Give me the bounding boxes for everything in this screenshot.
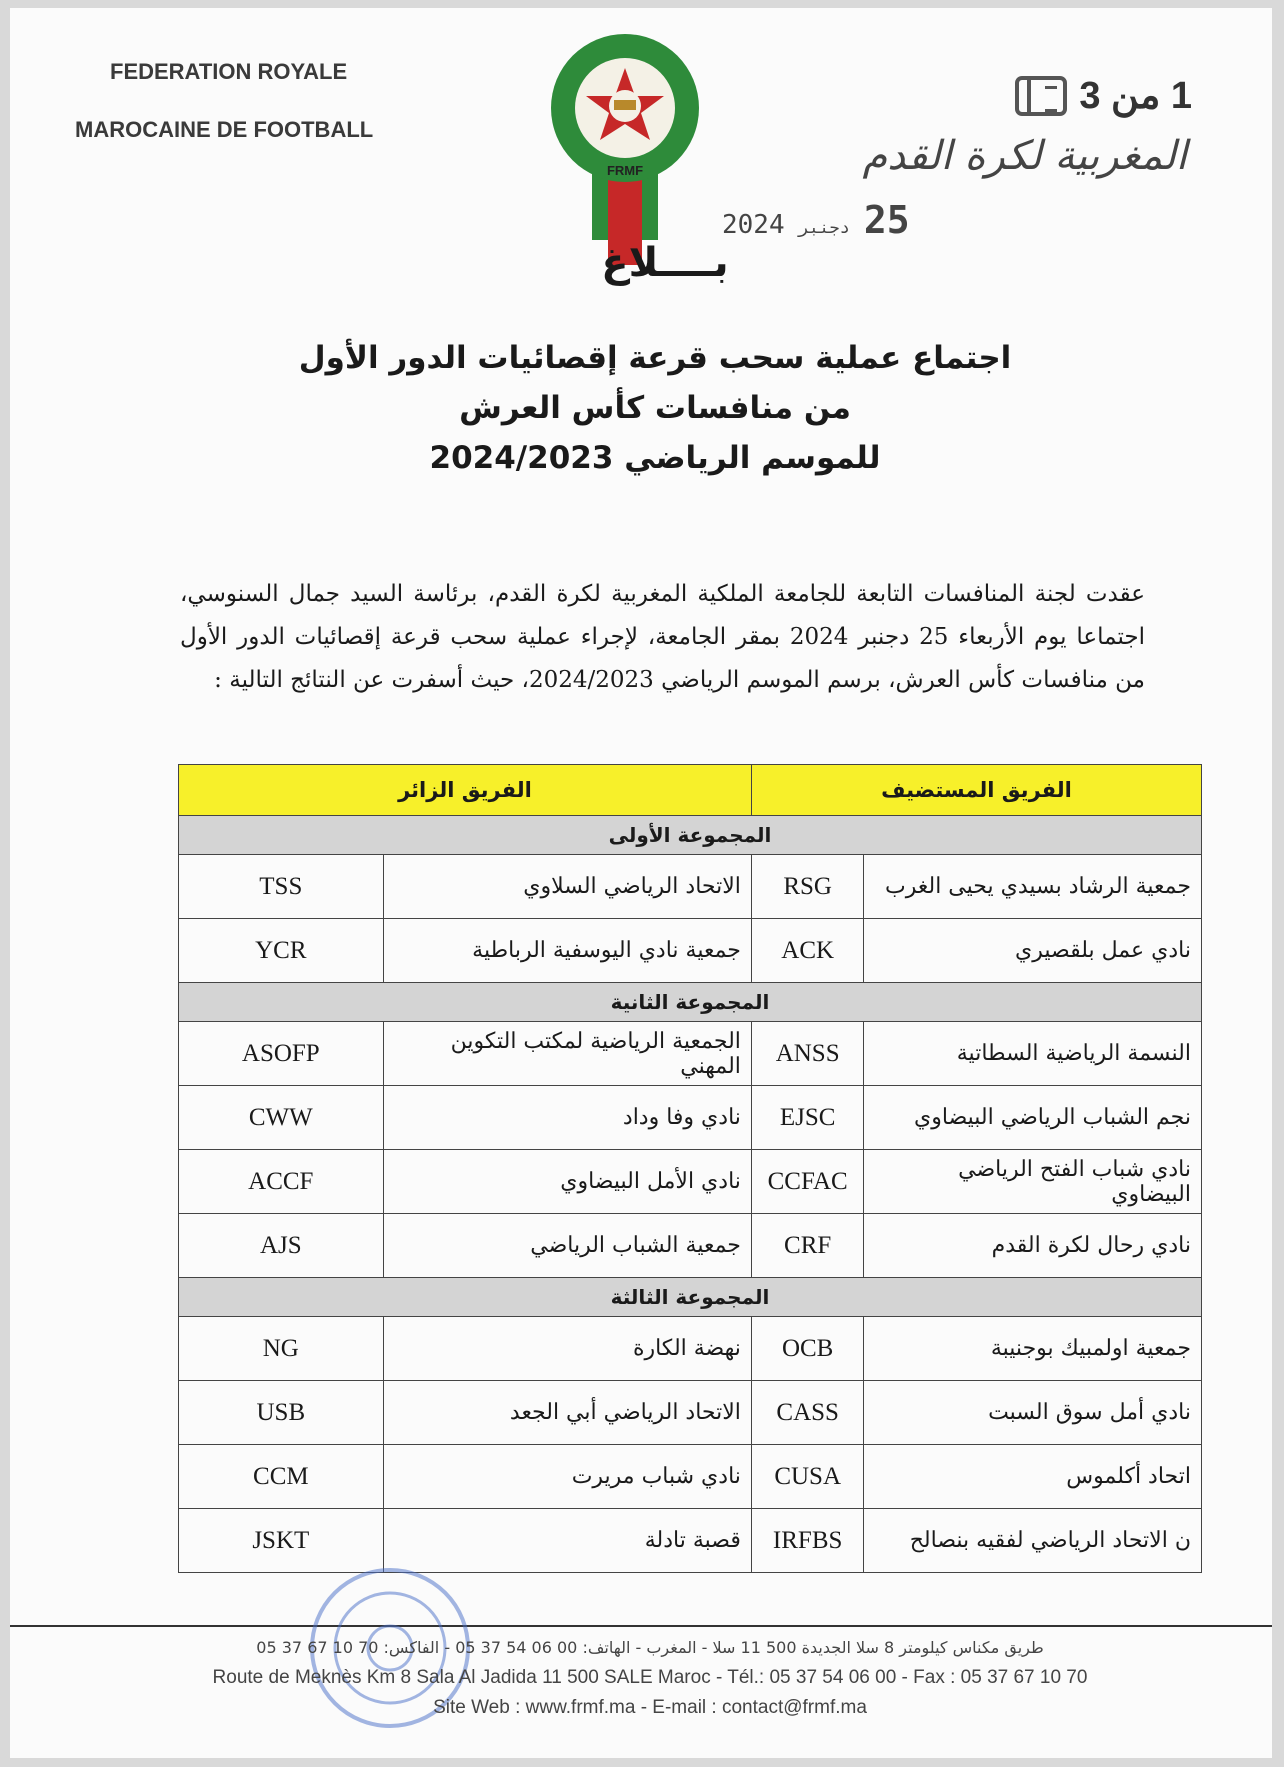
footer xyxy=(160,1638,1140,1719)
away-team-name: الجمعية الرياضية لمكتب التكوين المهني xyxy=(383,1022,751,1086)
stamp-day: 25 xyxy=(863,198,910,242)
match-row xyxy=(179,1086,1202,1150)
away-team-header: الفريق الزائر xyxy=(179,765,752,816)
footer-web-contact: Site Web : www.frmf.ma - E-mail : contact@frmf.ma xyxy=(433,1697,867,1718)
footer-divider xyxy=(10,1625,1272,1627)
title-line-3: للموسم الرياضي 2024/2023 xyxy=(429,440,881,476)
match-row xyxy=(179,1150,1202,1214)
home-team-header: الفريق المستضيف xyxy=(751,765,1201,816)
away-team-code: TSS xyxy=(179,855,384,919)
away-team-code: YCR xyxy=(179,919,384,983)
home-team-code: CASS xyxy=(751,1381,864,1445)
away-team-name: الاتحاد الرياضي أبي الجعد xyxy=(383,1381,751,1445)
logo-text: FRMF xyxy=(606,163,644,178)
group-header-row xyxy=(179,816,1202,855)
notice-heading: بــــلاغ xyxy=(601,240,729,286)
home-team-name: النسمة الرياضية السطاتية xyxy=(864,1022,1202,1086)
match-row xyxy=(179,1022,1202,1086)
handwritten-note: المغربية لكرة القدم xyxy=(862,133,1187,179)
away-team-code: ACCF xyxy=(179,1150,384,1214)
group-name: المجموعة الثالثة xyxy=(179,1278,1202,1317)
home-team-code: CCFAC xyxy=(751,1150,864,1214)
home-team-code: RSG xyxy=(751,855,864,919)
home-team-name: اتحاد أكلموس xyxy=(864,1445,1202,1509)
page-counter xyxy=(1015,73,1192,118)
away-team-code: USB xyxy=(179,1381,384,1445)
home-team-name: جمعية اولمبيك بوجنيبة xyxy=(864,1317,1202,1381)
home-team-name: نادي عمل بلقصيري xyxy=(864,919,1202,983)
federation-line-1: FEDERATION ROYALE xyxy=(110,59,348,84)
document-page xyxy=(10,8,1272,1758)
match-row xyxy=(179,1317,1202,1381)
home-team-name: نادي رحال لكرة القدم xyxy=(864,1214,1202,1278)
away-team-code: NG xyxy=(179,1317,384,1381)
federation-name xyxy=(75,43,405,159)
away-team-code: CWW xyxy=(179,1086,384,1150)
home-team-code: EJSC xyxy=(751,1086,864,1150)
page-view-icon xyxy=(1015,76,1067,116)
federation-line-2: MAROCAINE DE FOOTBALL xyxy=(75,117,374,142)
home-team-name: ن الاتحاد الرياضي لفقيه بنصالح xyxy=(864,1509,1202,1573)
group-name: المجموعة الثانية xyxy=(179,983,1202,1022)
match-row xyxy=(179,855,1202,919)
away-team-code: JSKT xyxy=(179,1509,384,1573)
match-row xyxy=(179,1445,1202,1509)
away-team-name: الاتحاد الرياضي السلاوي xyxy=(383,855,751,919)
footer-address-arabic: طريق مكناس كيلومتر 8 سلا الجديدة 500 11 سلا - المغرب - الهاتف: 00 06 54 37 05 - الفاكس: 70 10 67 37 05 xyxy=(256,1638,1044,1657)
group-header-row xyxy=(179,1278,1202,1317)
home-team-code: OCB xyxy=(751,1317,864,1381)
title-line-2: من منافسات كأس العرش xyxy=(459,390,851,426)
match-row xyxy=(179,1381,1202,1445)
home-team-code: IRFBS xyxy=(751,1509,864,1573)
home-team-code: CUSA xyxy=(751,1445,864,1509)
draw-results-table xyxy=(178,764,1202,1573)
away-team-code: ASOFP xyxy=(179,1022,384,1086)
document-title xyxy=(160,333,1150,483)
home-team-name: جمعية الرشاد بسيدي يحيى الغرب xyxy=(864,855,1202,919)
group-name: المجموعة الأولى xyxy=(179,816,1202,855)
stamp-month: دجنبر xyxy=(798,218,850,238)
intro-paragraph: عقدت لجنة المنافسات التابعة للجامعة الملكية المغربية لكرة القدم، برئاسة السيد جمال السنوسي، اجتماعا يوم الأربعاء 25 دجنبر 2024 بمقر الجامعة، لإجراء عملية سحب قرعة إقصائيات الدور الأول من منافسات كأس العرش، برسم الموسم الرياضي 2024/2023، حيث أسفرت عن النتائج التالية : xyxy=(180,581,1145,693)
away-team-name: نهضة الكارة xyxy=(383,1317,751,1381)
home-team-code: ACK xyxy=(751,919,864,983)
page-counter-text: 1 من 3 xyxy=(1079,75,1192,117)
away-team-name: جمعية نادي اليوسفية الرباطية xyxy=(383,919,751,983)
home-team-name: نادي أمل سوق السبت xyxy=(864,1381,1202,1445)
stamp-year: 2024 xyxy=(722,210,785,240)
title-line-1: اجتماع عملية سحب قرعة إقصائيات الدور الأول xyxy=(298,340,1012,376)
group-header-row xyxy=(179,983,1202,1022)
away-team-name: قصبة تادلة xyxy=(383,1509,751,1573)
home-team-code: ANSS xyxy=(751,1022,864,1086)
away-team-code: CCM xyxy=(179,1445,384,1509)
home-team-name: نادي شباب الفتح الرياضي البيضاوي xyxy=(864,1150,1202,1214)
match-row xyxy=(179,1214,1202,1278)
away-team-name: جمعية الشباب الرياضي xyxy=(383,1214,751,1278)
away-team-name: نادي شباب مريرت xyxy=(383,1445,751,1509)
match-row xyxy=(179,919,1202,983)
away-team-name: نادي وفا وداد xyxy=(383,1086,751,1150)
home-team-name: نجم الشباب الرياضي البيضاوي xyxy=(864,1086,1202,1150)
away-team-name: نادي الأمل البيضاوي xyxy=(383,1150,751,1214)
home-team-code: CRF xyxy=(751,1214,864,1278)
away-team-code: AJS xyxy=(179,1214,384,1278)
footer-address-french: Route de Meknès Km 8 Sala Al Jadida 11 500 SALE Maroc - Tél.: 05 37 54 06 00 - Fax : 05 37 67 10 70 xyxy=(212,1667,1088,1688)
frmf-logo xyxy=(540,30,710,270)
date-stamp xyxy=(722,198,910,242)
